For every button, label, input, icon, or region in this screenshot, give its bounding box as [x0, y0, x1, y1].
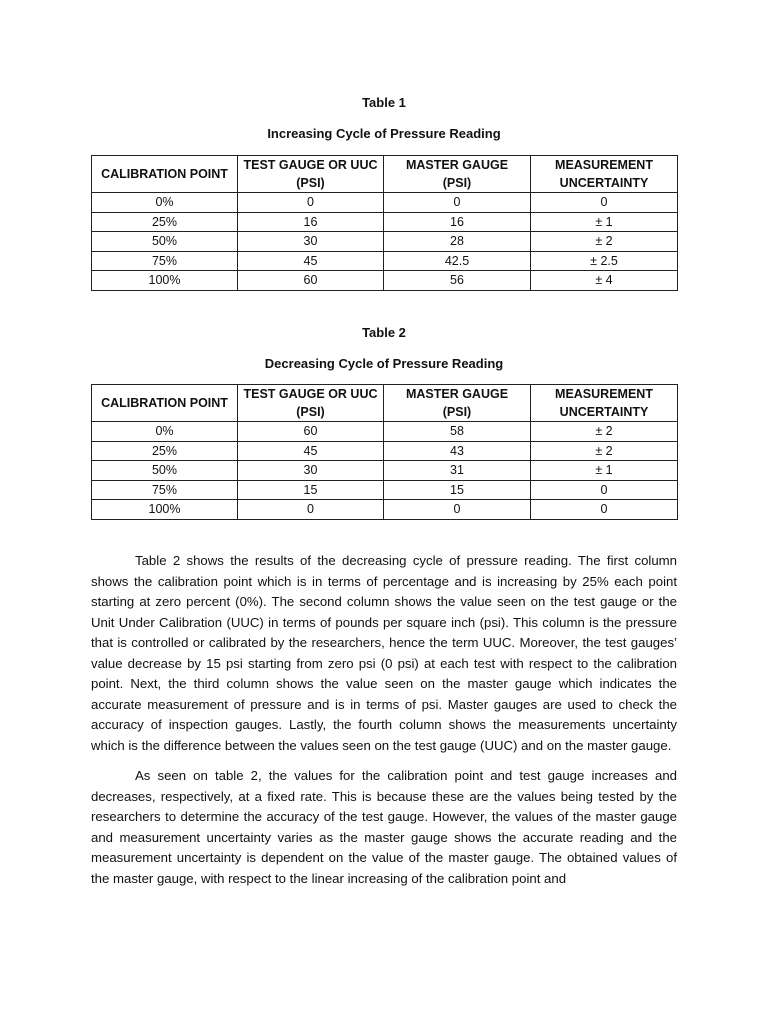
paragraph-2: As seen on table 2, the values for the calibration point and test gauge increases and decreases, respectively, at a fixed rate. This is because these are the values being tested by the researchers to determine the accuracy of the test gauge. However, the values of the master gauge and measurement uncertainty varies as the master gauge shows the accurate reading and the measurement uncertainty is dependent on the value of the master gauge. The obtained values of the master gauge, with respect to the linear increasing of the calibration point and — [91, 768, 677, 886]
table-cell: 0 — [384, 500, 531, 520]
table-cell: 100% — [92, 500, 238, 520]
table-row — [92, 500, 678, 520]
table-row — [92, 271, 678, 291]
table-cell: ± 2 — [531, 441, 678, 461]
column-header-line: TEST GAUGE OR UUC — [243, 387, 378, 401]
table-cell: 30 — [238, 232, 384, 252]
table-cell: 0 — [384, 193, 531, 213]
column-header — [238, 385, 384, 422]
column-header — [384, 156, 531, 193]
table2-label: Table 2 — [362, 325, 406, 340]
table-row — [92, 193, 678, 213]
table-row — [92, 212, 678, 232]
column-header-line: MEASUREMENT — [555, 387, 653, 401]
column-header — [384, 385, 531, 422]
table-cell: 16 — [238, 212, 384, 232]
table-cell: 58 — [384, 422, 531, 442]
column-header-line: CALIBRATION POINT — [101, 396, 228, 410]
table-cell: 100% — [92, 271, 238, 291]
table-row — [92, 480, 678, 500]
table2 — [91, 384, 678, 520]
table-cell: 43 — [384, 441, 531, 461]
column-header-line: TEST GAUGE OR UUC — [243, 158, 378, 172]
body-text — [91, 551, 677, 899]
column-header-line: UNCERTAINTY — [559, 405, 649, 419]
table-cell: 50% — [92, 461, 238, 481]
table-cell: 42.5 — [384, 251, 531, 271]
table-header-row — [92, 385, 678, 422]
column-header-line: UNCERTAINTY — [559, 176, 649, 190]
table-cell: 60 — [238, 422, 384, 442]
table1 — [91, 155, 678, 291]
column-header-line: MEASUREMENT — [555, 158, 653, 172]
column-header — [238, 156, 384, 193]
table-cell: 30 — [238, 461, 384, 481]
table-cell: 0 — [531, 480, 678, 500]
column-header — [92, 385, 238, 422]
table-cell: ± 2.5 — [531, 251, 678, 271]
table-cell: 0 — [531, 500, 678, 520]
table-cell: 16 — [384, 212, 531, 232]
table-cell: 15 — [238, 480, 384, 500]
column-header-line: CALIBRATION POINT — [101, 167, 228, 181]
table2-title: Decreasing Cycle of Pressure Reading — [264, 356, 504, 371]
table-cell: 45 — [238, 441, 384, 461]
table-row — [92, 251, 678, 271]
table-cell: 31 — [384, 461, 531, 481]
column-header — [92, 156, 238, 193]
table-cell: 25% — [92, 212, 238, 232]
table-header-row — [92, 156, 678, 193]
table-cell: 28 — [384, 232, 531, 252]
table-cell: 56 — [384, 271, 531, 291]
column-header — [531, 385, 678, 422]
column-header-line: MASTER GAUGE — [405, 387, 509, 401]
paragraph-1: Table 2 shows the results of the decreasing cycle of pressure reading. The first column shows the calibration point which is in terms of percentage and is increasing by 25% each point starting at zero percent (0%). The second column shows the value seen on the test gauge or the Unit Under Calibration (UUC) in terms of pounds per square inch (psi). This column is the pressure that is controlled or calibrated by the researchers, hence the term UUC. Moreover, the test gauges’ value decrease by 15 psi starting from zero psi (0 psi) at each test with respect to the calibration point. Next, the third column shows the value seen on the master gauge which indicates the accurate measurement of pressure and is in terms of psi. Master gauges are used to check the accuracy of inspection gauges. Lastly, the fourth column shows the measurements uncertainty which is the difference between the values seen on the test gauge (UUC) and on the master gauge. — [91, 553, 677, 753]
column-header-line: (PSI) — [296, 405, 325, 419]
column-header-line: (PSI) — [442, 405, 472, 419]
table1-title: Increasing Cycle of Pressure Reading — [267, 126, 501, 141]
table-cell: ± 1 — [531, 461, 678, 481]
table-cell: 75% — [92, 251, 238, 271]
table-cell: 60 — [238, 271, 384, 291]
table-cell: ± 1 — [531, 212, 678, 232]
column-header-line: (PSI) — [442, 176, 472, 190]
table-cell: 0% — [92, 422, 238, 442]
table-row — [92, 232, 678, 252]
table1-label: Table 1 — [362, 95, 406, 110]
table-cell: 0 — [238, 500, 384, 520]
table-cell: 0% — [92, 193, 238, 213]
table-cell: 0 — [238, 193, 384, 213]
table-cell: ± 2 — [531, 232, 678, 252]
table-cell: 25% — [92, 441, 238, 461]
table-cell: 75% — [92, 480, 238, 500]
table-cell: ± 4 — [531, 271, 678, 291]
table-cell: 15 — [384, 480, 531, 500]
table-cell: 45 — [238, 251, 384, 271]
table-row — [92, 422, 678, 442]
column-header-line: (PSI) — [296, 176, 325, 190]
column-header-line: MASTER GAUGE — [405, 158, 509, 172]
table-row — [92, 441, 678, 461]
column-header — [531, 156, 678, 193]
table-cell: 50% — [92, 232, 238, 252]
table-cell: ± 2 — [531, 422, 678, 442]
table-cell: 0 — [531, 193, 678, 213]
table-row — [92, 461, 678, 481]
